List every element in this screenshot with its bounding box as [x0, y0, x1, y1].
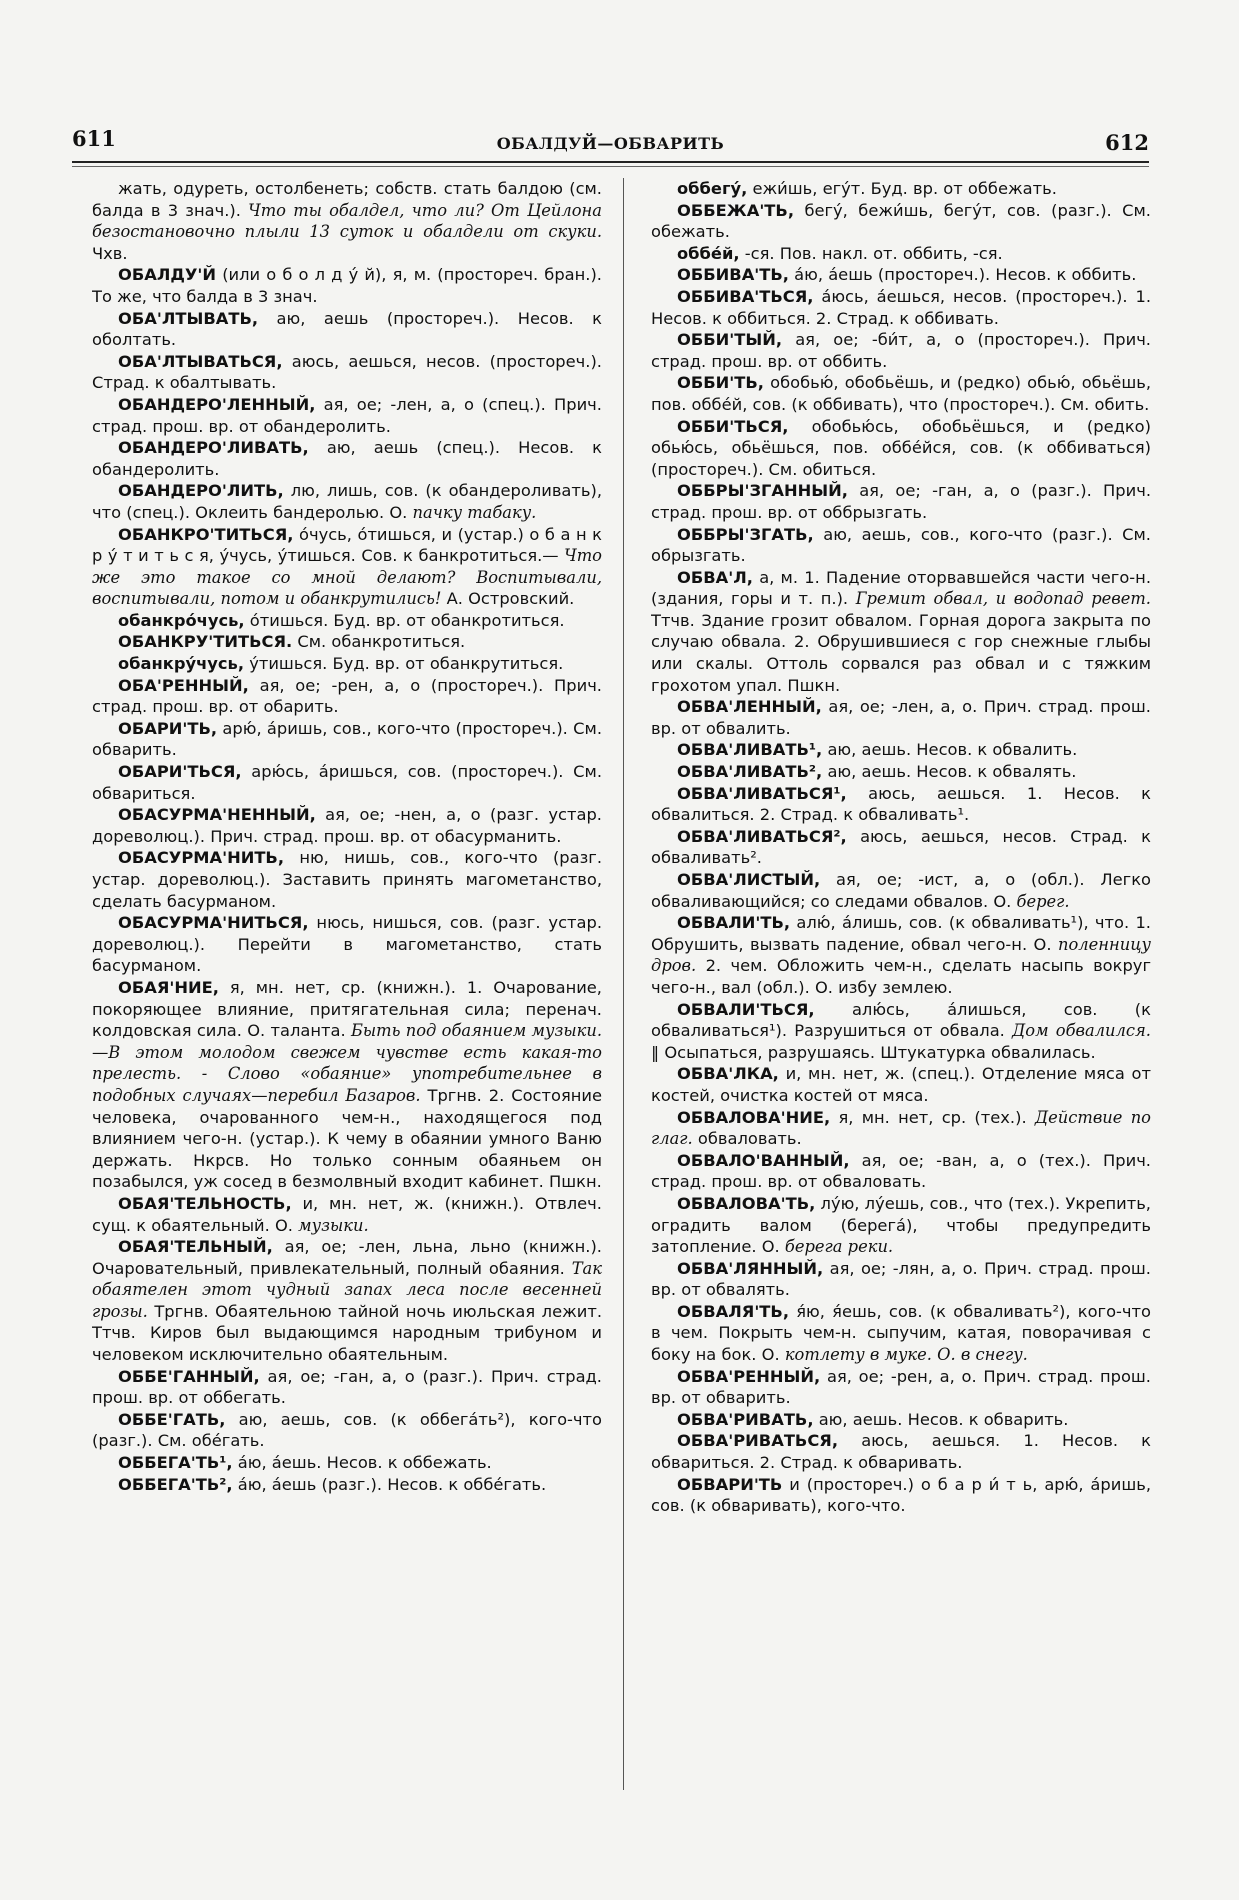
headword: ОББЕЖА'ТЬ, [677, 200, 794, 220]
headword: ОБВАЛОВА'НИЕ, [677, 1107, 831, 1127]
definition-text: аюсь, аешься. 1. Несов. к обвалиться. 2. Страд. к обваливать¹. [651, 783, 1151, 825]
headword: ОБАЛДУ'Й [118, 265, 217, 285]
dictionary-entry [92, 178, 602, 264]
dictionary-entry [651, 761, 1151, 783]
dictionary-entry [92, 264, 602, 307]
headword: ОБВА'ЛИСТЫЙ, [677, 870, 821, 889]
headword: ОБАРИ'ТЬ, [118, 718, 218, 738]
dictionary-entry [651, 1301, 1151, 1366]
dictionary-entry [92, 1474, 602, 1496]
example-text: берега реки. [784, 1237, 894, 1257]
definition-text: аю, аешь, сов. (к оббега́ть²), кого-что (разг.). См. обе́гать. [92, 1409, 602, 1451]
example-text: Гремит обвал, и водопад ревет. [855, 589, 1151, 609]
dictionary-entry [92, 1409, 602, 1452]
headword: ОББЕГА'ТЬ¹, [118, 1453, 233, 1473]
dictionary-entry [651, 1063, 1151, 1106]
definition-text: ая, ое; -нен, а, о (разг. устар. дореволюц.). Прич. страд. прош. вр. от обасурманить. [92, 805, 602, 846]
definition-tail: 2. чем. Обложить чем-н., сделать насыпь вокруг чего-н., вал (обл.). О. избу землею. [651, 956, 1151, 997]
definition-text: алю́, а́лишь, сов. (к обваливать¹), что. 1. Обрушить, вызвать падение, обвал чего-н. О. [651, 913, 1151, 954]
definition-tail: ‖ Осыпаться, разрушаясь. Штукатурка обвалилась. [651, 1042, 1096, 1062]
dictionary-entry [651, 178, 1151, 200]
headword: ОБА'РЕННЫЙ, [118, 675, 249, 695]
headword: ОБВА'ЛЕННЫЙ, [677, 697, 822, 717]
dictionary-entry [651, 524, 1151, 567]
headword: ОБВАРИ'ТЬ [677, 1474, 783, 1494]
dictionary-entry [92, 847, 602, 912]
definition-text: лю, лишь, сов. (к обандероливать), что (спец.). Оклеить бандеролью. О. [92, 481, 602, 522]
dictionary-entry [651, 264, 1151, 286]
dictionary-entry [92, 631, 602, 653]
example-text: поленницу дров. [651, 934, 1151, 976]
definition-text: арю́сь, а́ришься, сов. (простореч.). См. обвариться. [92, 762, 602, 803]
definition-text: ая, ое; -ист, а, о (обл.). Легко обваливающийся; со следами обвалов. О. [651, 870, 1151, 911]
definition-text: у́тишься. Буд. вр. от обанкрутиться. [249, 654, 564, 674]
headword: ОБАСУРМА'НИТЬ, [118, 848, 285, 868]
headword: ОБВАЛИ'ТЬСЯ, [677, 999, 815, 1019]
dictionary-entry [651, 1150, 1151, 1193]
headword: ОБВА'ЛИВАТЬ², [677, 762, 823, 782]
definition-text: ая, ое; -ван, а, о (тех.). Прич. страд. прош. вр. от обваловать. [651, 1150, 1151, 1192]
definition-text: аюсь, аешься, несов. Страд. к обваливать². [651, 826, 1151, 868]
example-text: пачку табаку. [412, 502, 537, 522]
headword: ОББИВА'ТЬ, [677, 265, 789, 285]
dictionary-entry [92, 394, 602, 437]
example-text: Так обаятелен этот чудный запах леса после весенней грозы. [92, 1258, 602, 1321]
definition-text: нюсь, нишься, сов. (разг. устар. дореволюц.). Перейти в магометанство, стать басурманом. [92, 913, 602, 976]
dictionary-entry [92, 308, 602, 351]
headword: ОБАНДЕРО'ЛИВАТЬ, [118, 438, 309, 458]
definition-text: аюсь, аешься. 1. Несов. к обвариться. 2. Страд. к обваривать. [651, 1431, 1151, 1473]
definition-text: аюсь, аешься, несов. (простореч.). Страд. к обалтывать. [92, 351, 602, 393]
definition-text: обобью́сь, обобьёшься, и (редко) обью́сь, обьёшься, пов. оббе́йся, сов. (к оббиваться) (простореч.). См. обиться. [651, 416, 1151, 479]
dictionary-entry [92, 653, 602, 675]
dictionary-entry [92, 480, 602, 523]
example-text: Что же это такое со мной делают? Воспитывали, воспитывали, потом и обанкрутились! [92, 546, 602, 609]
dictionary-entry [651, 1409, 1151, 1431]
dictionary-entry [651, 416, 1151, 481]
headword: ОБА'ЛТЫВАТЬ, [118, 308, 259, 328]
dictionary-entry [651, 696, 1151, 739]
example-text: музыки. [298, 1215, 369, 1235]
definition-text: а́ю, а́ешь. Несов. к оббежать. [237, 1453, 492, 1473]
dictionary-entry [92, 437, 602, 480]
headword: ОББЕ'ГАННЫЙ, [118, 1366, 260, 1386]
dictionary-entry [92, 977, 602, 1193]
definition-tail: обваловать. [697, 1129, 802, 1149]
dictionary-entry [92, 351, 602, 394]
definition-text: ню, нишь, сов., кого-что (разг. устар. дореволюц.). Заставить принять магометанство, сделать басурманом. [92, 848, 602, 911]
definition-text: ежи́шь, егу́т. Буд. вр. от оббежать. [752, 179, 1057, 198]
left-column [92, 178, 602, 1810]
dictionary-entry [651, 243, 1151, 265]
definition-text: бегу́, бежи́шь, бегу́т, сов. (разг.). См. обежать. [651, 200, 1151, 242]
definition-text: См. обанкротиться. [297, 632, 466, 652]
dictionary-entry [651, 329, 1151, 372]
headword: обанкро́чусь, [118, 610, 245, 630]
definition-text: и, мн. нет, ж. (книжн.). Отвлеч. сущ. к обаятельный. О. [92, 1193, 602, 1235]
definition-tail: Ттчв. Здание грозит обвалом. Горная дорога закрыта по случаю обвала. 2. Обрушившиеся с гор снежные глыбы или скалы. Оттоль сорвался раз обвал и с тяжким грохотом упал. Пшкн. [651, 610, 1151, 695]
dictionary-entry [92, 804, 602, 847]
definition-text: я, мн. нет, ср. (тех.). [838, 1107, 1027, 1127]
headword: ОБАНДЕРО'ЛЕННЫЙ, [118, 394, 316, 414]
dictionary-entry [92, 1366, 602, 1409]
headword: ОБВА'ЛИВАТЬ¹, [677, 740, 823, 760]
definition-text: ая, ое; -рен, а, о (простореч.). Прич. страд. прош. вр. от обарить. [92, 675, 602, 717]
right-column [651, 178, 1151, 1810]
definition-text: а́ю, а́ешь (разг.). Несов. к оббе́гать. [237, 1474, 547, 1494]
dictionary-entry [92, 1236, 602, 1366]
headword: ОБВА'РЕННЫЙ, [677, 1366, 821, 1386]
definition-text: аю, аешь, сов., кого-что (разг.). См. обрызгать. [651, 524, 1151, 566]
dictionary-entry [92, 675, 602, 718]
definition-text: я, мн. нет, ср. (книжн.). 1. Очарование, покоряющее влияние, притягательная сила; перенач. колдовская сила. О. таланта. [92, 977, 602, 1041]
definition-text: ая, ое; -лен, а, о. Прич. страд. прош. вр. от обвалить. [651, 697, 1151, 738]
definition-tail: Тргнв. Обаятельною тайной ночь июльская лежит. Ттчв. Киров был выдающимся народным трибуном и человеком исключительно обаятельным. [92, 1301, 602, 1365]
headword: ОБАЯ'НИЕ, [118, 977, 219, 997]
definition-text: (или о б о л д у́ й), я, м. (простореч. бран.). То же, что балда в 3 знач. [92, 265, 602, 306]
definition-text: а́ю, а́ешь (простореч.). Несов. к оббить. [794, 265, 1137, 285]
headword: ОБВА'РИВАТЬ, [677, 1409, 814, 1429]
definition-text: аю, аешь. Несов. к обвалять. [827, 762, 1077, 782]
definition-text: аю, аешь. Несов. к обварить. [818, 1409, 1069, 1429]
headword: ОББИВА'ТЬСЯ, [677, 286, 814, 306]
dictionary-entry [92, 1452, 602, 1474]
headword: ОБВАЛИ'ТЬ, [677, 913, 791, 933]
headword: ОБАНДЕРО'ЛИТЬ, [118, 481, 284, 501]
dictionary-entry [651, 1474, 1151, 1517]
dictionary-entry [651, 826, 1151, 869]
dictionary-entry [92, 1193, 602, 1236]
headword: ОББИ'ТЫЙ, [677, 330, 783, 350]
headword: ОБВАЛО'ВАННЫЙ, [677, 1150, 850, 1170]
definition-tail: А. Островский. [446, 589, 575, 609]
dictionary-entry [651, 200, 1151, 243]
definition-text: и, мн. нет, ж. (спец.). Отделение мяса от костей, очистка костей от мяса. [651, 1064, 1151, 1105]
dictionary-entry [651, 912, 1151, 998]
headword: ОБВА'ЛИВАТЬСЯ², [677, 826, 847, 846]
headword: ОБВА'ЛЯННЫЙ, [677, 1258, 824, 1278]
right-page-number: 612 [1105, 130, 1149, 155]
definition-text: ая, ое; -би́т, а, о (простореч.). Прич. страд. прош. вр. от оббить. [651, 330, 1151, 371]
running-head: ОБАЛДУЙ—ОБВАРИТЬ [496, 134, 725, 153]
definition-text: алю́сь, а́лишься, сов. (к обваливаться¹). Разрушиться от обвала. [651, 999, 1151, 1041]
dictionary-entry [651, 286, 1151, 329]
definition-text: я́ю, я́ешь, сов. (к обваливать²), кого-что в чем. Покрыть чем-н. сыпучим, катая, поворачивая с боку на бок. О. [651, 1301, 1151, 1365]
dictionary-entry [651, 567, 1151, 697]
headword: оббегу́, [677, 179, 748, 198]
headword: ОББЕ'ГАТЬ, [118, 1409, 226, 1429]
example-text: Быть под обаянием музыки.—В этом молодом свежем чувстве есть какая-то прелесть. - Слово «обаяние» употребительнее в подобных случаях—перебил Базаров. [92, 1021, 602, 1105]
definition-text: а, м. 1. Падение оторвавшейся части чего-н. (здания, горы и т. п.). [651, 567, 1151, 609]
dictionary-entry [651, 1258, 1151, 1301]
example-text: берег. [1016, 891, 1070, 911]
definition-text: ая, ое; -лен, льна, льно (книжн.). Очаровательный, привлекательный, полный обаяния. [92, 1237, 602, 1278]
dictionary-entry [92, 524, 602, 610]
example-text: Что ты обалдел, что ли? От Цейлона безостановочно плыли 13 суток и обалдели от скуки. [92, 200, 602, 242]
dictionary-entry [651, 372, 1151, 415]
dictionary-entry [651, 1107, 1151, 1150]
headword: ОББРЫ'ЗГАТЬ, [677, 524, 814, 544]
definition-text: о́тишься. Буд. вр. от обанкротиться. [249, 610, 565, 630]
header-rule [72, 161, 1149, 163]
definition-tail: Чхв. [92, 243, 128, 263]
headword: ОБВА'ЛКА, [677, 1064, 779, 1084]
definition-text: о́чусь, о́тишься, и (устар.) о б а н к р у́ т и т ь с я, у́чусь, у́тишься. Сов. к банкротиться.— [92, 524, 602, 566]
headword: ОБАНКРУ'ТИТЬСЯ. [118, 632, 293, 652]
header-rule-thin [72, 166, 1149, 167]
dictionary-entry [92, 610, 602, 632]
headword: ОБВА'ЛИВАТЬСЯ¹, [677, 783, 847, 803]
headword: ОБАЯ'ТЕЛЬНОСТЬ, [118, 1193, 292, 1213]
headword: ОББЕГА'ТЬ², [118, 1474, 233, 1494]
dictionary-entry [651, 1430, 1151, 1473]
headword: ОБАСУРМА'НЕННЫЙ, [118, 805, 316, 825]
definition-text: ая, ое; -лен, а, о (спец.). Прич. страд. прош. вр. от обандеролить. [92, 394, 602, 436]
headword: ОБВАЛЯ'ТЬ, [677, 1301, 790, 1321]
definition-text: ая, ое; -ган, а, о (разг.). Прич. страд. прош. вр. от оббегать. [92, 1366, 602, 1408]
definition-text: ая, ое; -ган, а, о (разг.). Прич. страд. прош. вр. от оббрызгать. [651, 481, 1151, 522]
left-page-number: 611 [72, 126, 116, 151]
dictionary-entry [92, 912, 602, 977]
example-text: котлету в муке. О. в снегу. [784, 1345, 1028, 1365]
dictionary-entry [92, 761, 602, 804]
headword: ОБАЯ'ТЕЛЬНЫЙ, [118, 1237, 273, 1257]
definition-text: аю, аешь (простореч.). Несов. к оболтать. [92, 308, 602, 350]
definition-text: а́юсь, а́ешься, несов. (простореч.). 1. Несов. к оббиться. 2. Страд. к оббивать. [651, 286, 1151, 328]
definition-text: аю, аешь. Несов. к обвалить. [827, 740, 1078, 760]
headword: ОБВАЛОВА'ТЬ, [677, 1193, 816, 1213]
page-header [72, 126, 1149, 160]
definition-text: жать, одуреть, остолбенеть; собств. стать балдою (см. балда в 3 знач.). [92, 179, 602, 220]
dictionary-entry [651, 739, 1151, 761]
dictionary-entry [651, 480, 1151, 523]
dictionary-entry [92, 718, 602, 761]
dictionary-entry [651, 783, 1151, 826]
definition-text: ая, ое; -лян, а, о. Прич. страд. прош. вр. от обвалять. [651, 1258, 1151, 1300]
dictionary-entry [651, 1366, 1151, 1409]
dictionary-entry [651, 1193, 1151, 1258]
column-divider [623, 178, 624, 1790]
headword: ОБВА'РИВАТЬСЯ, [677, 1431, 838, 1451]
headword: ОБА'ЛТЫВАТЬСЯ, [118, 351, 283, 371]
definition-text: и (простореч.) о б а р и́ т ь, арю́, а́ришь, сов. (к обваривать), кого-что. [651, 1474, 1151, 1516]
definition-text: аю, аешь (спец.). Несов. к обандеролить. [92, 438, 602, 479]
definition-text: -ся. Пов. накл. от. оббить, -ся. [744, 243, 1003, 263]
headword: ОББИ'ТЬСЯ, [677, 416, 789, 436]
headword: ОББИ'ТЬ, [677, 373, 764, 393]
headword: ОБАРИ'ТЬСЯ, [118, 762, 242, 782]
headword: ОБАНКРО'ТИТЬСЯ, [118, 524, 294, 544]
definition-text: обобью́, обобьёшь, и (редко) обью́, обьёшь, пов. оббе́й, сов. (к оббивать), что (простореч.). См. обить. [651, 373, 1151, 414]
headword: оббе́й, [677, 243, 740, 263]
headword: ОБВА'Л, [677, 567, 753, 587]
example-text: Дом обвалился. [1012, 1021, 1151, 1041]
definition-text: арю́, а́ришь, сов., кого-что (простореч.). См. обварить. [92, 718, 602, 760]
dictionary-entry [651, 999, 1151, 1064]
definition-text: лу́ю, лу́ешь, сов., что (тех.). Укрепить, оградить валом (берега́), чтобы предупредить затопление. О. [651, 1193, 1151, 1257]
example-text: Действие по глаг. [651, 1107, 1151, 1149]
headword: ОБАСУРМА'НИТЬСЯ, [118, 913, 309, 933]
headword: обанкру́чусь, [118, 654, 245, 674]
dictionary-entry [651, 869, 1151, 912]
headword: ОББРЫ'ЗГАННЫЙ, [677, 481, 848, 501]
definition-text: ая, ое; -рен, а, о. Прич. страд. прош. вр. от обварить. [651, 1366, 1151, 1408]
definition-tail: Тргнв. 2. Состояние человека, очарованного чем-н., находящегося под влиянием чего-н. (устар.). К чему в обаянии умного Ваню держать. Нкрсв. Но только сонным обаяньем он позабылся, уж сосед в безмолвный входит кабинет. Пшкн. [92, 1085, 602, 1192]
